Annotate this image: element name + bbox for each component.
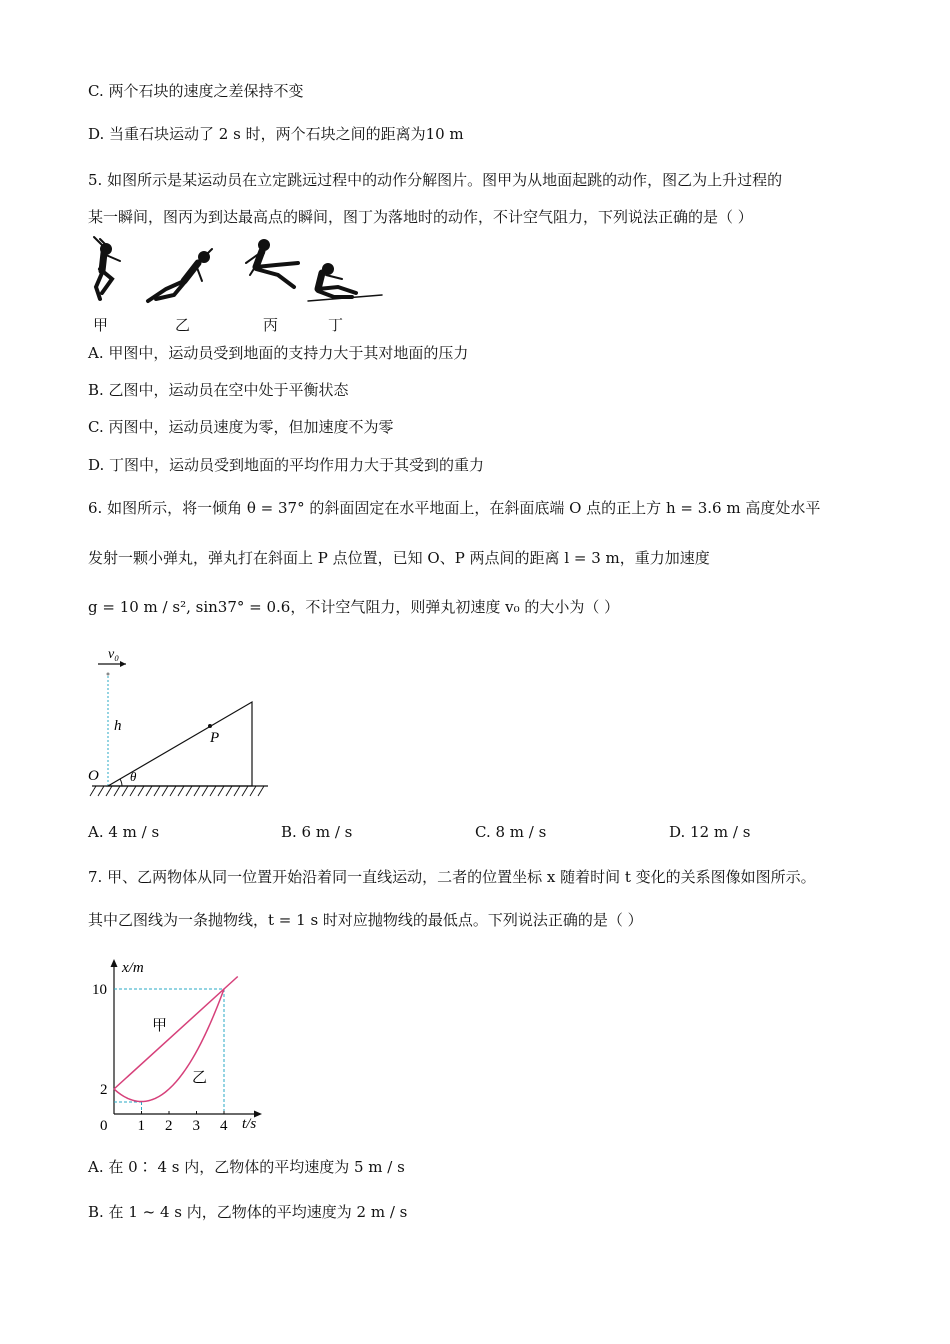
q6-option-b: B. 6 m / s [281, 823, 353, 841]
pellet-icon [107, 673, 110, 676]
figure-caption-jia: 甲 [93, 316, 109, 334]
v0-label: v₀ [108, 647, 120, 662]
q6-stem-line1: 6. 如图所示，将一倾角 θ = 37° 的斜面固定在水平地面上，在斜面底端 O 点的正上方 h = 3.6 m 高度处水平 [88, 499, 821, 517]
y-tick-label: 10 [92, 982, 107, 998]
q5-option-c: C. 丙图中，运动员速度为零，但加速度不为零 [88, 418, 394, 436]
long-jump-figure [86, 235, 386, 307]
theta-label: θ [130, 769, 137, 784]
q4-option-d: D. 当重石块运动了 2 s 时，两个石块之间的距离为10 m [88, 125, 464, 143]
x-tick-label: 2 [165, 1118, 173, 1134]
x-tick-label: 1 [137, 1118, 145, 1134]
q7-option-b: B. 在 1 ~ 4 s 内，乙物体的平均速度为 2 m / s [88, 1203, 408, 1221]
q5-stem-line2: 某一瞬间，图丙为到达最高点的瞬间，图丁为落地时的动作，不计空气阻力，下列说法正确的是（ ） [88, 208, 753, 226]
y-axis-arrow-icon [111, 959, 118, 967]
q7-stem-line2: 其中乙图线为一条抛物线，t = 1 s 时对应抛物线的最低点。下列说法正确的是（ ） [88, 911, 643, 929]
h-label: h [114, 718, 122, 734]
athlete-bing-icon [246, 240, 298, 287]
series-label-yi: 乙 [192, 1070, 208, 1086]
figure-caption-ding: 丁 [328, 316, 344, 334]
ground-hatching [90, 786, 264, 796]
q5-option-d: D. 丁图中，运动员受到地面的平均作用力大于其受到的重力 [88, 456, 485, 474]
p-label: P [210, 730, 220, 746]
q6-stem-line2: 发射一颗小弹丸，弹丸打在斜面上 P 点位置，已知 O、P 两点间的距离 l = 3 m，重力加速度 [88, 549, 710, 567]
velocity-arrow-icon [120, 661, 126, 667]
y-axis-label: x/m [122, 960, 144, 976]
series-curve-yi [114, 989, 224, 1102]
point-p-marker [208, 724, 212, 728]
q6-stem-line3: g = 10 m / s², sin37° = 0.6，不计空气阻力，则弹丸初速度 v₀ 的大小为（ ） [88, 598, 620, 616]
y-tick-label: 2 [100, 1082, 108, 1098]
q6-option-c: C. 8 m / s [475, 823, 547, 841]
series-line-jia [114, 977, 238, 1090]
q5-option-b: B. 乙图中，运动员在空中处于平衡状态 [88, 381, 349, 399]
q5-option-a: A. 甲图中，运动员受到地面的支持力大于其对地面的压力 [88, 344, 469, 362]
athlete-yi-icon [148, 249, 212, 301]
incline-figure [86, 640, 276, 802]
o-label: O [88, 768, 99, 784]
q7-stem-line1: 7. 甲、乙两物体从同一位置开始沿着同一直线运动，二者的位置坐标 x 随着时间 t 变化的关系图像如图所示。 [88, 868, 816, 886]
q6-option-d: D. 12 m / s [669, 823, 751, 841]
q5-stem-line1: 5. 如图所示是某运动员在立定跳远过程中的动作分解图片。图甲为从地面起跳的动作，图乙为上升过程的 [88, 171, 783, 189]
q7-option-a: A. 在 0∶ 4 s 内，乙物体的平均速度为 5 m / s [88, 1158, 405, 1176]
q6-option-a: A. 4 m / s [88, 823, 160, 841]
figure-caption-yi: 乙 [175, 316, 191, 334]
athlete-ding-icon [308, 264, 382, 301]
q4-option-c: C. 两个石块的速度之差保持不变 [88, 82, 304, 100]
x-tick-label: 3 [192, 1118, 200, 1134]
series-label-jia: 甲 [152, 1018, 168, 1034]
athlete-jia-icon [94, 237, 120, 299]
x-axis-label: t/s [242, 1116, 257, 1132]
position-time-chart [86, 950, 276, 1135]
x-tick-label: 0 [100, 1118, 108, 1134]
figure-caption-bing: 丙 [263, 316, 279, 334]
x-tick-label: 4 [220, 1118, 228, 1134]
